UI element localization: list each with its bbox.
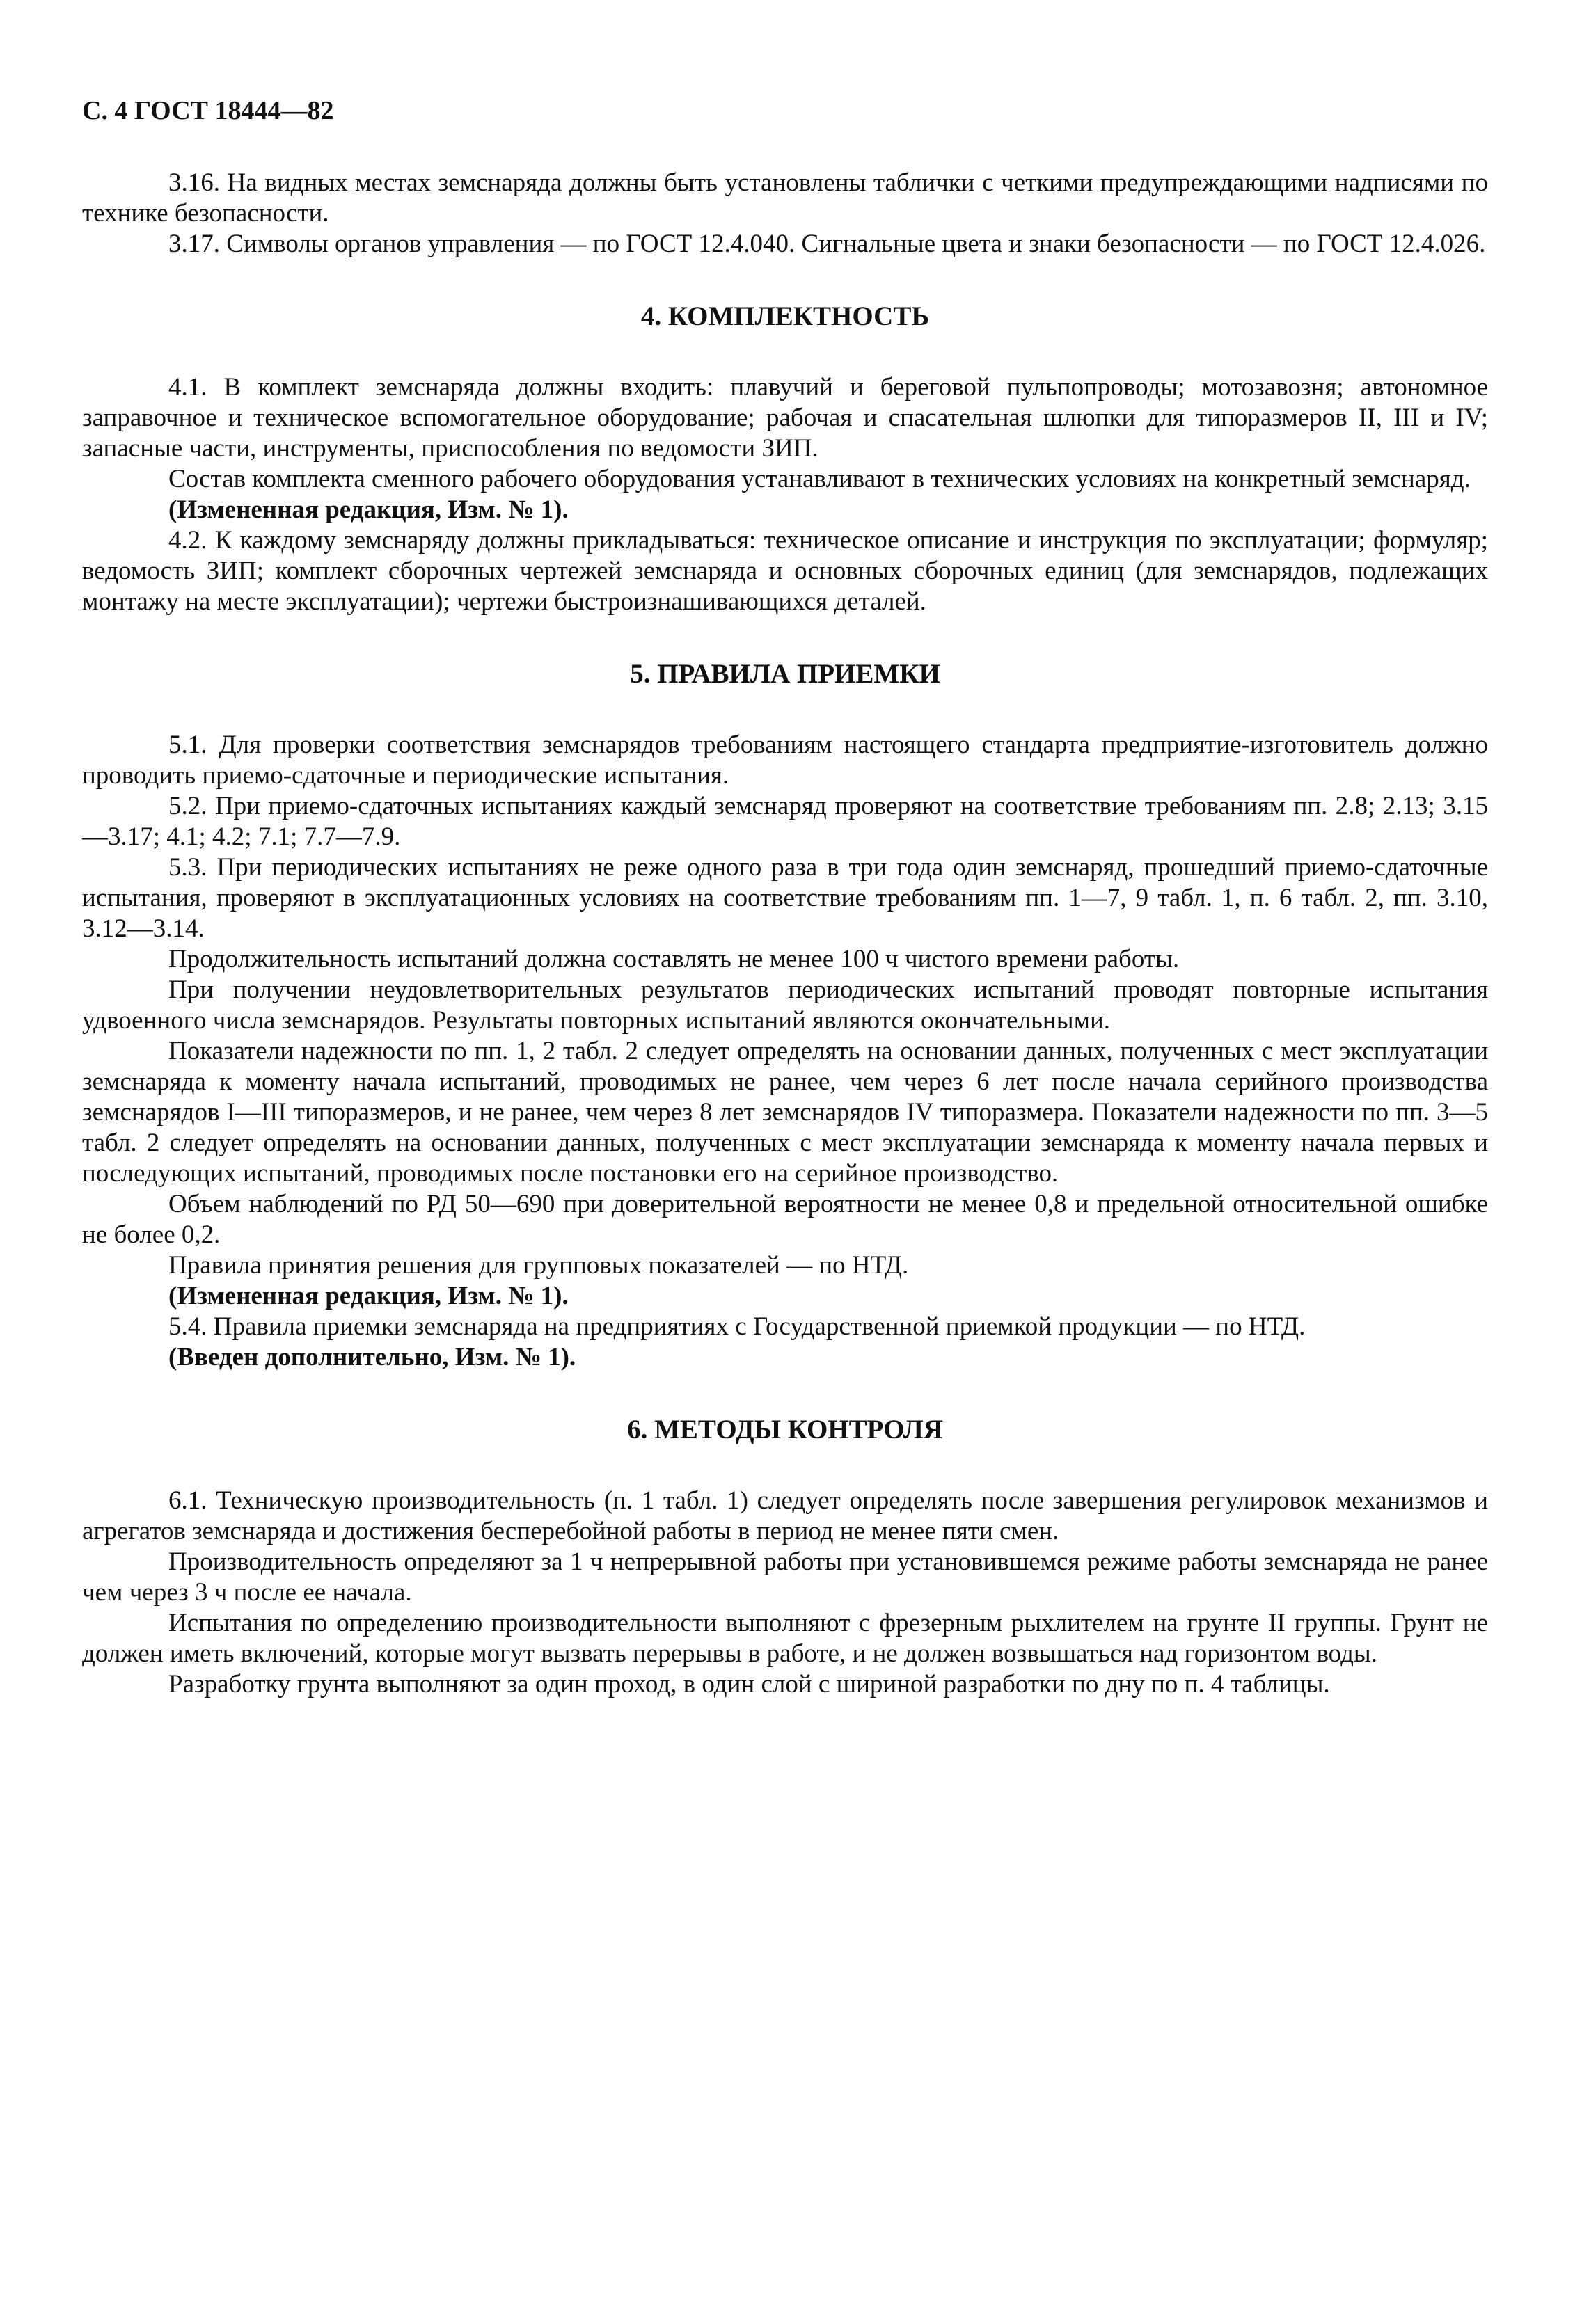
- paragraph: 5.2. При приемо-сдаточных испытаниях каждый земснаряд проверяют на соответствие требованиям пп. 2.8; 2.13; 3.15—3.17; 4.1; 4.2; 7.1; 7.7—7.9.: [82, 792, 1488, 851]
- paragraph: 4.1. В комплект земснаряда должны входить: плавучий и береговой пульпопроводы; мотозавозня; автономное заправочное и техническое вспомогательное оборудование; рабочая и спасательная шлюпки для типоразмеров II, III и IV; запасные части, инструменты, приспособления по ведомости ЗИП.: [82, 373, 1488, 463]
- paragraph: 3.16. На видных местах земснаряда должны быть установлены таблички с четкими предупреждающими надписями по технике безопасности.: [82, 168, 1488, 228]
- paragraph: 4.2. К каждому земснаряду должны прикладываться: техническое описание и инструкция по эксплуатации; формуляр; ведомость ЗИП; комплект сборочных чертежей земснаряда и основных сборочных единиц (для земснарядов, подлежащих монтажу на месте эксплуатации); чертежи быстроизнашивающихся деталей.: [82, 526, 1488, 616]
- paragraph: При получении неудовлетворительных результатов периодических испытаний проводят повторные испытания удвоенного числа земснарядов. Результаты повторных испытаний являются окончательными.: [82, 976, 1488, 1035]
- section-heading: 4. КОМПЛЕКТНОСТЬ: [640, 301, 930, 331]
- paragraph: Разработку грунта выполняют за один проход, в один слой с шириной разработки по дну по п. 4 таблицы.: [168, 1670, 1330, 1698]
- document-page: [82, 94, 1488, 1700]
- paragraph: Продолжительность испытаний должна составлять не менее 100 ч чистого времени работы.: [168, 945, 1180, 973]
- paragraph: 5.1. Для проверки соответствия земснарядов требованиям настоящего стандарта предприятие-изготовитель должно проводить приемо-сдаточные и периодические испытания.: [82, 731, 1488, 790]
- section-heading: 6. МЕТОДЫ КОНТРОЛЯ: [627, 1415, 943, 1444]
- paragraph: 3.17. Символы органов управления — по ГОСТ 12.4.040. Сигнальные цвета и знаки безопасности — по ГОСТ 12.4.026.: [168, 230, 1486, 258]
- paragraph: 5.3. При периодических испытаниях не реже одного раза в три года один земснаряд, прошедший приемо-сдаточные испытания, проверяют в эксплуатационных условиях на соответствие требованиям пп. 1—7, 9 табл. 1, п. 6 табл. 2, пп. 3.10, 3.12—3.14.: [82, 853, 1488, 943]
- amendment-note: (Измененная редакция, Изм. № 1).: [168, 495, 569, 524]
- paragraph: Испытания по определению производительности выполняют с фрезерным рыхлителем на грунте II группы. Грунт не должен иметь включений, которые могут вызвать перерывы в работе, и не должен возвышаться над горизонтом воды.: [82, 1609, 1488, 1668]
- paragraph: Производительность определяют за 1 ч непрерывной работы при установившемся режиме работы земснаряда не ранее чем через 3 ч после ее начала.: [82, 1547, 1488, 1607]
- paragraph: Правила принятия решения для групповых показателей — по НТД.: [168, 1251, 909, 1280]
- section-completeness: [82, 300, 1488, 617]
- running-header: С. 4 ГОСТ 18444—82: [82, 96, 334, 125]
- section-control-methods: [82, 1413, 1488, 1700]
- paragraph: 6.1. Техническую производительность (п. 1 табл. 1) следует определять после завершения регулировок механизмов и агрегатов земснаряда и достижения бесперебойной работы в период не менее пяти смен.: [82, 1486, 1488, 1545]
- paragraph: Состав комплекта сменного рабочего оборудования устанавливают в технических условиях на конкретный земснаряд.: [168, 465, 1471, 493]
- paragraph: Показатели надежности по пп. 1, 2 табл. 2 следует определять на основании данных, полученных с мест эксплуатации земснаряда к моменту начала испытаний, проводимых не ранее, чем через 6 лет после начала серийного производства земснарядов I—III типоразмеров, и не ранее, чем через 8 лет земснарядов IV типоразмера. Показатели надежности по пп. 3—5 табл. 2 следует определять на основании данных, полученных с мест эксплуатации земснаряда к моменту начала первых и последующих испытаний, проводимых после постановки его на серийное производство.: [82, 1037, 1488, 1188]
- amendment-note: (Введен дополнительно, Изм. № 1).: [168, 1343, 576, 1371]
- paragraph: 5.4. Правила приемки земснаряда на предприятиях с Государственной приемкой продукции — по НТД.: [168, 1312, 1306, 1341]
- paragraph: Объем наблюдений по РД 50—690 при доверительной вероятности не менее 0,8 и предельной относительной ошибке не более 0,2.: [82, 1190, 1488, 1249]
- section-heading: 5. ПРАВИЛА ПРИЕМКИ: [630, 659, 940, 689]
- amendment-note: (Измененная редакция, Изм. № 1).: [168, 1282, 569, 1310]
- section-acceptance-rules: [82, 658, 1488, 1373]
- section-continuation: [82, 168, 1488, 260]
